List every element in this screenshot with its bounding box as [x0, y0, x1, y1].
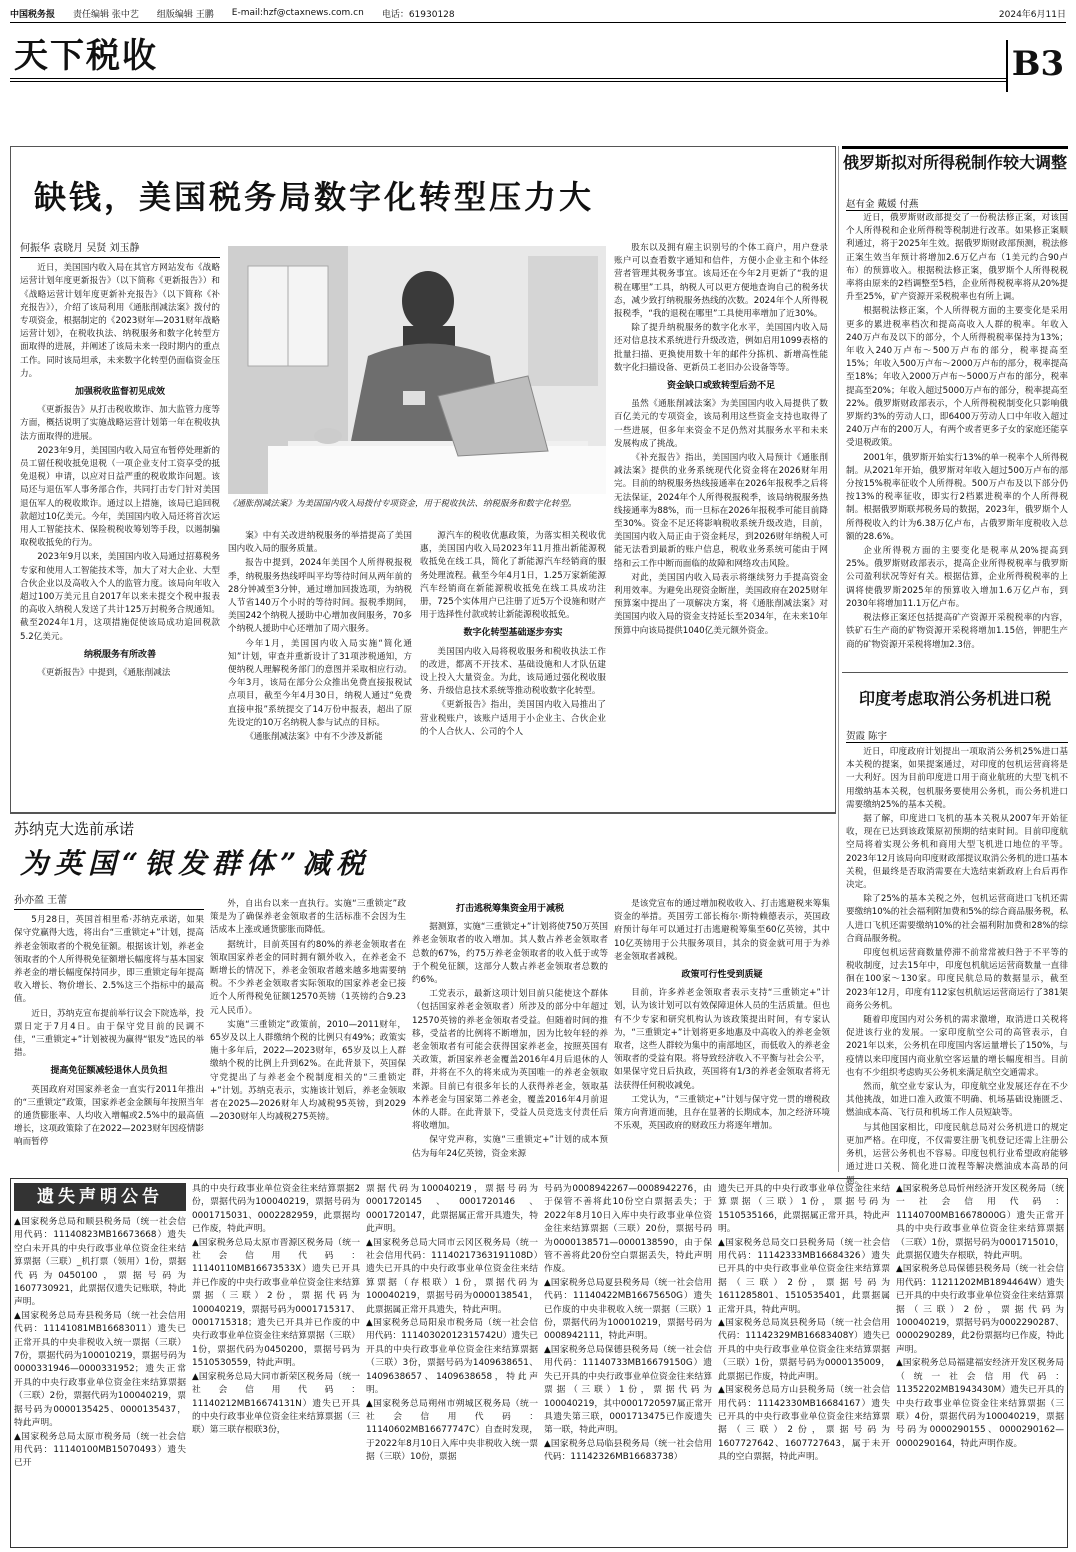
main-col-4 [614, 242, 828, 804]
notice-item: ▲国家税务总局朔州市朔城区税务局（统一社会信用代码：11140602MB16677747C）自查时发现，于2022年8月10日入库中央非税收入统一票据（三联）10份，票据 [366, 1398, 538, 1463]
uk-subhead-4: 政策可行性受到质疑 [681, 970, 763, 981]
notice-item: ▲国家税务总局大同市新荣区税务局（统一社会信用代码：11140212MB16674131N）遗失已开具的中央行政事业单位资金往来结算票据（三联）第三联存根联3份， [192, 1371, 360, 1436]
notice-col-5 [718, 1183, 890, 1543]
page-number: B3 [1006, 40, 1068, 92]
india-para: 除了25%的基本关税之外，包机运营商进口飞机还需要缴纳10%的社会福利附加费和5%的综合商品服务税，私人进口飞机还需要缴纳10%的社会福利附加费和28%的综合商品服务税。 [846, 894, 1068, 944]
main-para: 《更新报告》从打击税收欺诈、加大监管力度等方面，概括说明了实施战略运营计划第一年在税收执法方面取得的进展。 [20, 405, 220, 442]
uk-para: 实施“三重锁定”政策前，2010—2011财年，65岁及以上人群缴纳个税的比例只有49%；政策实施十多年后，2022—2023财年，65岁及以上人群缴纳个税的比例上升到62%。在此背景下，英国保守党提出了与养老金个税制度相关的“三重锁定+”计划。苏纳克表示，实施该计划后，养老金领取者在2025—2026财年人均减税95英镑，到2029—2030财年人均减税275英镑。 [210, 1019, 406, 1123]
notice-col-1 [14, 1216, 186, 1544]
notice-item: ▲国家税务总局和顺县税务局（统一社会信用代码：11140823MB16673668）遗失空白未开具的中央行政事业单位资金往来结算票据（三联）_机打票（领用）1份，票据代码为0450100，票据号码为1607730921，此票据仅遗失记账联，特此声明。 [14, 1217, 186, 1308]
uk-headline: 为英国“银发群体”减税 [20, 847, 371, 880]
india-para: 随着印度国内对公务机的需求激增，取消进口关税将促进该行业的发展。一家印度航空公司的高管表示，自2021年以来，公务机在印度国内客运量增长了150%，与疫情以来印度国内商业航空客运量的增长幅度相当。目前也有不少组织考虑购买公务机来满足航空交通需求。 [846, 1015, 1068, 1078]
main-photo [228, 246, 606, 494]
notice-item: 号码为0008942267—0008942276，由于保管不善将此10份空白票据丢失；于2022年8月10日入库中央行政事业单位资金往来结算票据（三联）20份，票据号码为0000138571—0000138590，由于保管不善将此20份空白票据丢失，特此声明作废。 [544, 1184, 712, 1275]
main-para: 《更新报告》指出，美国国内收入局推出了营业税账户，该账户适用于小企业主、合伙企业的个人合伙人、公司的个人 [420, 700, 606, 737]
notice-item: ▲国家税务总局临县税务局（统一社会信用代码：11142326MB16683738） [544, 1438, 712, 1463]
notice-item: ▲国家税务总局岚县税务局（统一社会信用代码：11142329MB16683408Y）遗失已开具的中央行政事业单位资金往来结算票据（三联）1份，票据号码为0000135009，此票据已作废，特此声明。 [718, 1318, 890, 1382]
email: E-mail:hzf@ctaxnews.com.cn [231, 8, 364, 18]
india-para: 据了解，印度进口飞机的基本关税从2007年开始征收，现在已达到该政策原初预期的结束时间。目前印度航空局将着实现公务机和商用大型飞机进口地位的平等。2023年12月该局向印度财政部提议取消公务机的进口基本关税，但最终是否取消需要在大选结束新政府上台后再作决定。 [846, 814, 1068, 891]
uk-para: 目前，许多养老金领取者表示支持“三重锁定+”计划，认为该计划可以有效保障退休人员的生活质量。但也有不少专家和研究机构认为该政策提出时间，有专家认为，“三重锁定+”计划将更多地惠及中高收入的养老金领取者，这些人群较为集中的南部地区，而低收入的养老金领取者的受益有限。将导致经济收入不平衡与社会公平，如果保守党日后执政，英国将有1/3的养老金领取者将无法获得任何税收减免。 [614, 988, 830, 1091]
uk-kicker: 苏纳克大选前承诺 [14, 820, 135, 838]
india-body [846, 746, 1068, 1186]
notice-item: ▲国家税务总局寿县税务局（统一社会信用代码：11141081MB16683011）遗失已正常开具的中央非税收入统一票据（三联）7份，票据代码为100010219，票据号码为0000331946—0000331952；遗失正常开具的中央行政事业单位资金往来结算票据（三联）2份，票据代码为100040219，票据号码为0000135425、0000135437，特此声明。 [14, 1310, 186, 1429]
uk-para: 近日，苏纳克宣布提前举行议会下院选举，投票日定于7月4日。由于保守党目前的民调不佳，“三重锁定+”计划被视为赢得“银发”选民的举措。 [14, 1008, 204, 1059]
main-col-3 [420, 530, 606, 804]
russia-headline: 俄罗斯拟对所得税制作较大调整 [842, 153, 1067, 172]
main-subhead-1: 加强税收监督初见成效 [74, 387, 165, 398]
main-subhead-2: 纳税服务有所改善 [83, 649, 156, 660]
notice-col-4 [544, 1183, 712, 1543]
main-para: 近日，美国国内收入局在其官方网站发布《战略运营计划年度更新报告》（以下简称《更新报告》）和《战略运营计划年度更新补充报告》（以下简称《补充报告》），介绍了该局利用《通胀削减法案》拨付的专项资金，根据制定的《2023财年—2031财年战略运营计划》，在税收执法、纳税服务和数字化转型方面取得的进展，并阐述了该局未来一段时期内的重点工作。同时该局坦承，未来数字化转型仍面临资金压力。 [20, 263, 220, 379]
editor: 责任编辑 张中艺 [73, 9, 139, 20]
russia-para: 企业所得税方面的主要变化是税率从20%提高到25%。俄罗斯财政部表示，提高企业所得税税率与俄罗斯公司盈利状况等好有关。根据估算，企业所得税税率的上调将使俄罗斯2025年的预算收入增加1.6万亿卢布，到2030年将增加11.1万亿卢布。 [846, 546, 1068, 609]
right-divider [842, 672, 1068, 673]
uk-para: 英国政府对国家养老金一直实行2011年推出的“三重锁定”政策，国家养老金金额每年按照当年的通货膨胀率、人均收入增幅或2.5%中的最高值增长，这项政策除了在2022—2023财年因疫情影响而暂停 [14, 1084, 204, 1148]
uk-para: 据测算，实施“三重锁定+”计划将使750万英国养老金领取者的收入增加。其人数占养老金领取者总数的67%，约75万养老金领取者的收入低于或等于个税免征额，这部分人数占养老金领取者总数的约6%。 [412, 922, 608, 986]
uk-para: 是该党宣布的通过增加税收收入、打击逃避税来筹集资金的举措。英国劳工部长梅尔·斯特赖德表示，英国政府预计每年可以通过打击逃避税筹集至60亿英镑，其中10亿英镑用于公共服务项目，其余的资金就可用于为养老金领取者减税。 [614, 899, 830, 962]
uk-col-2 [210, 898, 406, 1172]
section-title: 天下税收 [14, 36, 158, 76]
masthead-rule [10, 22, 1066, 23]
masthead-bar [10, 6, 1066, 20]
india-byline: 贺霞 陈宇 [846, 728, 1068, 743]
uk-para: 工党表示，最新这项计划目前只能使这个群体（包括国家养老金领取者）所涉及的部分中年超过12570英镑的养老金领取者受益。但随着时间的推移，受益者的比例将不断增加，因为比较年轻的养老金领取者有可能会获得国家养老金，按照英国有关政策，新国家养老金覆盖2016年4月后退休的人群，并将在不久的将来成为英国唯一的养老金领取来源。目前已有很多年长的人获得养老金，领取基本养老金与国家第二养老金，覆盖2016年4月前退休的人群。在此背景下，受益人员竞选支付责任后将收增加。 [412, 989, 608, 1132]
russia-byline: 赵有金 戴媛 付燕 [846, 196, 1068, 211]
right-column-rule [842, 146, 1068, 149]
notice-item: 遗失已开具的中央行政事业单位资金往来结算票据（三联）1份，票据号码为1510535166，此票据属正常开具，特此声明。 [718, 1184, 890, 1235]
notice-item: ▲国家税务总局方山县税务局（统一社会信用代码：11142330MB16684167）遗失已开具的中央行政事业单位资金往来结算票据（三联）2份，票据号码为1607727642、1607727643，属于未开具的空白票据，特此声明。 [718, 1385, 890, 1463]
design-editor: 组版编辑 王鹏 [156, 9, 214, 20]
india-para: 然而，航空业专家认为，印度航空业发展还存在不少其他挑战，如进口准入政策不明确、机场基础设施匮乏、燃油成本高、飞行员和机场工作人员短缺等。 [846, 1082, 1068, 1119]
main-headline: 缺钱，美国税务局数字化转型压力大 [34, 178, 595, 216]
russia-para: 根据税法修正案，个人所得税方面的主要变化是采用更多的累进税率档次和提高高收入人群的税率。年收入240万卢布及以下的部分，个人所得税税率保持为13%；年收入240万卢布～500万卢布的部分，税率提高至15%；年收入500万卢布～2000万卢布的部分，税率提高至18%；年收入2000万卢布～5000万卢布的部分，税率提高至20%；年收入超过5000万卢布的部分，税率提高至22%。俄罗斯财政部表示，个人所得税税制变化只影响俄罗斯约3%的劳动人口，即6400万劳动人口中年收入超过240万卢布的200万人，有两个或者更多子女的家庭还能享受退税政策。 [846, 306, 1068, 449]
notice-col-2 [192, 1183, 360, 1543]
uk-article-rule [10, 812, 836, 813]
paper-name: 中国税务报 [10, 9, 56, 20]
main-para: 源汽车的税收优惠政策，为落实相关税收优惠，美国国内收入局2023年11月推出新能源税收抵免在线工具，简化了新能源汽车经销商的服务处理流程。截至今年4月1日，1.25万家新能源汽车经销商在新能源税收抵免在线工具成功注册，725个实体用户已注册了近5万个设施和财产用于选择性付款或转让新能源税收抵免。 [420, 531, 606, 621]
main-para: 2023年9月，美国国内收入局宣布暂停处理新的员工留任税收抵免退税（一项企业支付工资享受的抵免退税）申请，以应对日益严重的税收欺诈问题。该局还与退伍军人事务部合作，共同打击专门针对美国退伍军人的税收欺诈。通过以上措施，该局已追回税款超过10亿美元。今年，美国国内收入局还将首次运用人工智能技术、保险税税收筹划等手段，以遏制骗取税收抵免的行为。 [20, 445, 220, 549]
main-col-2 [228, 530, 412, 804]
phone: 电话：61930128 [381, 9, 455, 20]
main-para: 对此，美国国内收入局表示将继续努力手提高资金利用效率。为避免出现资金断崖，美国政府在2025财年预算案中提出了一项解决方案，将《通胀削减法案》对美国国内收入局的资金支持延长至2034年，在未来10年预算中向该局提供1040亿美元额外资金。 [614, 572, 828, 636]
notice-col-3 [366, 1183, 538, 1543]
notice-item: ▲国家税务总局太原市晋源区税务局（统一社会信用代码：11140110MB16673533X）遗失已开具并已作废的中央行政事业单位资金往来结算票据（三联）2份，票据代码为100040219，票据号码为0001715317、0001715318；遗失已开具并已作废的中央行政事业单位资金往来结算票据（三联）1份，票据代码为0450200，票据号码为1510530559，特此声明。 [192, 1237, 360, 1369]
main-para: 《补充报告》指出，美国国内收入局预计《通胀削减法案》提供的业务系统现代化资金将在2026财年用完。目前的纳税服务热线接通率在2026年报税季之后将无法保证，2024年个人所得税报税季，该局纳税服务热线接通率为88%，而一旦标在2026年报税季可能目前降至30%。资金不足还将影响税收系统升级改造，目前，美国国内收入局正由于资金耗尽，到2026财年纳税人可能无法看到最新的账户信息，税收业务系统可能由于网络和云工作中断而面临的故障和网络攻击风险。 [614, 453, 828, 569]
india-headline: 印度考虑取消公务机进口税 [858, 689, 1051, 708]
india-para: 印度包机运营商数量停滞不前常常被归咎于不平等的税收制度，过去15年中，印度包机航运运营商数量一直徘徊在100家～130家。印度民航总局的数据显示，截至2023年12月，印度有112家包机航运运营商运行了381架商务公务机。 [846, 948, 1068, 1011]
column-divider [838, 146, 839, 1172]
notice-item: ▲国家税务总局交口县税务局（统一社会信用代码：11142333MB16684326）遗失已开具的中央行政事业单位资金往来结算票据（三联）2份，票据号码为1611285801、1510535401，此票据属正常开具，特此声明。 [718, 1237, 890, 1315]
notice-item: 具的中央行政事业单位资金往来结算票据2份，票据代码为100040219，票据号码为0001715031、0002282959，此票据均已作废，特此声明。 [192, 1184, 360, 1235]
notice-item: ▲国家税务总局夏县税务局（统一社会信用代码：11140422MB16675650G）遗失已作废的中央非税收入统一票据（三联）1份，票据代码为100010219，票据号码为0008942111，特此声明。 [544, 1277, 712, 1342]
uk-col-3 [412, 898, 608, 1172]
uk-col-1 [14, 894, 204, 1172]
uk-subhead-1: 提高免征额减轻退休人员负担 [50, 1066, 168, 1077]
uk-para: 据统计，目前英国有约80%的养老金领取者在领取国家养老金的同时拥有额外收入，在养老金不断增长的情况下，养老金领取者越来越多地需要纳税。不少养老金领取者实际领取的国家养老金已接近个人所得税免征额12570英镑（1英镑约合9.23元人民币）。 [210, 939, 406, 1016]
notice-item: ▲国家税务总局忻州经济开发区税务局（统一社会信用代码：11140700MB16678000G）遗失正常开具的中央行政事业单位资金往来结算票据（三联）1份，票据号码为0001715010，此票据仅遗失存根联，特此声明。 [896, 1184, 1064, 1262]
uk-para: 工党认为，“三重锁定+”计划与保守党一贯的增税政策方向背道而驰，且存在显著的长期成本，加之经济环境不乐观，英国政府的财政压力将逐年增加。 [614, 1094, 830, 1132]
notice-item: 票据代码为100040219，票据号码为0001720145、0001720146、0001720147，此票据属正常开具遗失，特此声明。 [366, 1184, 538, 1235]
uk-para: 保守党声称，实施“三重锁定+”计划的成本预估为每年24亿英镑，资金来源 [412, 1135, 608, 1159]
russia-para: 2001年，俄罗斯开始实行13%的单一税率个人所得税制。从2021年开始，俄罗斯对年收入超过500万卢布的部分按15%税率征收个人所得税。500万卢布及以下部分仍按13%的税率征收，即实行2档累进税率的个人所得税制。根据俄罗斯联邦税务局的数据，2023年，俄罗斯个人所得税收入约计为6.38万亿卢布，占俄罗斯年度税收入总额的28.6%。 [846, 452, 1068, 542]
uk-para: 外，自出台以来一直执行。实施“三重锁定”政策是为了确保养老金领取者的生活标准不会因为生活成本上涨或通货膨胀而降低。 [210, 899, 406, 936]
issue-date: 2024年6月11日 [998, 9, 1066, 20]
notice-item: ▲国家税务总局保德县税务局（统一社会信用代码：11211202MB1894464W）遗失已开具的中央行政事业单位资金往来结算票据（三联）2份，票据代码为100040219，票据号码为0002290287、0000290289，此2份票据均已作废，特此声明。 [896, 1264, 1064, 1355]
main-col-1 [20, 242, 220, 802]
photo-caption: 《通胀削减法案》为美国国内收入局拨付专项资金，用于税收执法、纳税服务和数字化转型。 [228, 499, 577, 509]
main-para: 2023年9月以来，美国国内收入局通过招募税务专家和使用人工智能技术等，加大了对大企业、大型合伙企业以及高收入个人的监管力度。该局向年收入超过100万美元且自2017年以来未提交个税申报表的高收入纳税人发送了共计125万封税务合规通知。截至2024年1月，这项措施促使该局成功追回税款5.2亿美元。 [20, 552, 220, 642]
notice-item: ▲国家税务总局福建福安经济开发区税务局（统一社会信用代码：11352202MB1943430M）遗失已开具的中央行政事业单位资金往来结算票据（三联）4份，票据代码为100040219，票据号码为0000290155、0000290162—0000290164，特此声明作废。 [896, 1358, 1064, 1449]
russia-body [846, 212, 1068, 668]
russia-para: 税法修正案还包括提高矿产资源开采税税率的内容，铁矿石生产商的矿物资源开采税将增加1.15倍，钾肥生产商的矿物资源开采税将增加2.3倍。 [846, 613, 1068, 650]
india-para: 与其他国家相比，印度民航总局对公务机进口的规定更加严格。在印度，不仅需要注册飞机登记还需上注册公务机，运营公务机也不容易。印度包机行业希望政府能够通过进口关税、简化进口流程等解决燃油成本高昂的问题。 [846, 1122, 1068, 1186]
main-para: 案》中有关改进纳税服务的举措提高了美国国内收入局的服务质量。 [228, 531, 412, 555]
main-para: 今年1月，美国国内收入局实施“简化通知”计划，审查并重新设计了31项涉税通知，方便纳税人理解税务部门的意图并采取相应行动。今年3月，该局在部分公众推出免费直接报税试点项目，截至今年4月30日，纳税人通过“免费直接申报”系统提交了14万份申报表，超出了原先设定的10万名纳税人参与试点的目标。 [228, 638, 412, 728]
uk-col-4 [614, 898, 830, 1172]
main-para: 报告中提到，2024年美国个人所得税报税季，纳税服务热线呼叫平均等待时间从两年前的28分钟减至3分钟，通过增加回拨选项，为纳税人节省140万个小时的等待时间。报税季期间，美国242个纳税人援助中心增加夜间服务，70多个纳税人援助中心还增加了周六服务。 [228, 558, 412, 635]
notice-item: ▲国家税务总局阳泉市税务局（统一社会信用代码：11140302012315742U）遗失已开具的中央行政事业单位资金往来结算票据（三联）3份，票据号码为1409638651、1409638657、1409638658，特此声明。 [366, 1318, 538, 1396]
notice-col-6 [896, 1183, 1064, 1543]
main-para: 《更新报告》中提到，《通胀削减法 [37, 668, 171, 679]
main-subhead-4: 资金缺口或致转型后劲不足 [666, 381, 775, 392]
main-subhead-3: 数字化转型基础逐步夯实 [463, 628, 563, 639]
main-byline: 何振华 袁晓月 吴贤 刘玉静 [20, 242, 220, 258]
uk-byline: 孙亦盈 王蕾 [14, 894, 204, 910]
notice-item: ▲国家税务总局太原市税务局（统一社会信用代码：11140100MB15070493）遗失已开 [14, 1431, 186, 1469]
main-para: 美国国内收入局将税收服务和税收执法工作的改进，都离不开技术、基础设施和人才队伍建设上投入大量资金。为此，该局通过强化税收服务、升级信息技术系统等推动税收数字化转型。 [420, 646, 606, 697]
main-para: 虽然《通胀削减法案》为美国国内收入局提供了数百亿美元的专项资金，该局利用这些资金支持也取得了一些进展，但多年来资金不足仍然对其服务水平和未来发展构成了挑战。 [614, 399, 828, 449]
main-para: 《通胀削减法案》中有不少涉及新能 [245, 732, 383, 743]
notice-item: ▲国家税务总局大同市云冈区税务局（统一社会信用代码：11140217363191108D）遗失已开具的中央行政事业单位资金往来结算票据（存根联）1份，票据代码为100040219，票据号码为0000138541，此票据属正常开具遗失，特此声明。 [366, 1237, 538, 1315]
main-para: 除了提升纳税服务的数字化水平，美国国内收入局还对信息技术系统进行升级改造，例如启用1099表格的批量扫描、更换使用数十年的邮件分拣机、新增高性能数字化扫描设备、更新员工老旧办公设备等等。 [614, 323, 828, 373]
uk-para: 5月28日，英国首相里希·苏纳克承诺，如果保守党赢得大选，将出台“三重锁定+”计划，提高养老金领取者的个税免征额。根据该计划，养老金领取者的个人所得税免征额增长幅度将与基本国家养老金的增长幅度保持同步，即三重锁定每年提高收入增长、物价增长、2.5%这三个指标中的最高值。 [14, 915, 204, 1005]
india-para: 近日，印度政府计划提出一项取消公务机25%进口基本关税的提案，如果提案通过，对印度的包机运营商将是一大利好。因为目前印度进口用于商业航班的大型飞机不用缴纳基本关税，包机服务要使用公务机，而公务机进口需要缴纳25%的基本关税。 [846, 747, 1068, 810]
main-para: 股东以及拥有雇主识别号的个体工商户，用户登录账户可以查看数字通知和信件，方便小企业主和个体经营者管理其税务事宜。该局还在今年2月更新了“我的退税在哪里”工具，纳税人可以更方便地查询自己的税务状态，减少致打纳税服务热线的次数。2024年个人所得税报税季，“我的退税在哪里”工具使用率增加了近30%。 [614, 243, 828, 320]
russia-para: 近日，俄罗斯财政部提交了一份税法修正案，对该国个人所得税和企业所得税等税制进行改革。如果修正案顺利通过，将于2025年生效。据俄罗斯财政部预测，税法修正案生效当年预计将增加2.6万亿卢布（1美元约合90卢布）的预算收入。根据税法修正案，俄罗斯个人所得税税率将由原来的2档调整至5档，企业所得税税率将从20%提升至25%，矿产资源开采税税率也有所上调。 [846, 213, 1068, 303]
section-rule [10, 78, 1006, 82]
notice-item: ▲国家税务总局保德县税务局（统一社会信用代码：11140733MB16679150G）遗失已开具的中央行政事业单位资金往来结算票据（三联）1份，票据代码为100040219，其中0001720597属正常开具遗失第三联，0001713475已作废遗失第一联，特此声明。 [544, 1344, 712, 1436]
notice-title: 遗失声明公告 [14, 1183, 186, 1211]
uk-subhead-3: 打击逃税筹集资金用于减税 [455, 904, 564, 914]
